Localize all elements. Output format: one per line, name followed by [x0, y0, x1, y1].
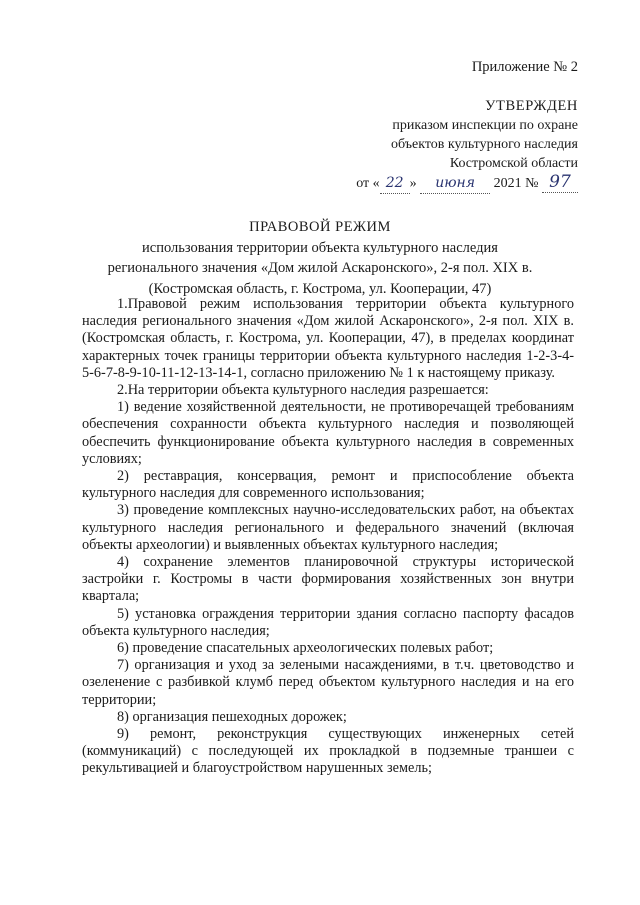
date-quote-close: »	[409, 176, 417, 191]
paragraph: 2) реставрация, консервация, ремонт и приспособление объекта культурного наследия для современного использования;	[82, 468, 574, 502]
paragraph: 9) ремонт, реконструкция существующих инженерных сетей (коммуникаций) с последующей их прокладкой в подземные траншеи с рекультивацией и благоустройством нарушенных земель;	[82, 726, 574, 777]
paragraph: 2.На территории объекта культурного наследия разрешается:	[117, 382, 489, 399]
subtitle-line: регионального значения «Дом жилой Аскаронского», 2-я пол. XIX в.	[107, 260, 533, 276]
approval-line: приказом инспекции по охране	[392, 118, 578, 133]
paragraph: 3) проведение комплексных научно-исследовательских работ, на объектах культурного наследия регионального и федерального значений (включая объекты археологии) и выявленных объектах культурного наследия;	[82, 502, 574, 553]
handwritten-order-number: 97	[542, 173, 578, 193]
approved-label: УТВЕРЖДЕН	[485, 98, 578, 114]
paragraph: 5) установка ограждения территории здания согласно паспорту фасадов объекта культурного наследия;	[82, 605, 574, 639]
subtitle-line: (Костромская область, г. Кострома, ул. Кооперации, 47)	[148, 280, 492, 297]
paragraph: 8) организация пешеходных дорожек;	[117, 708, 347, 725]
paragraph: 1.Правовой режим использования территории объекта культурного наследия регионального значения «Дом жилой Аскаронского», 2-я пол. XIX в. (Костромская область, г. Кострома, ул. Кооперации, 47), в пределах координат характерных точек границы территории объекта культурного наследия 1-2-3-4-5-6-7-8-9-10-11-12-13-14-1, согласно приложению № 1 к настоящему приказу.	[82, 296, 574, 381]
date-prefix: от «	[356, 176, 380, 191]
document-body	[82, 296, 574, 778]
paragraph: 6) проведение спасательных археологических полевых работ;	[117, 640, 494, 657]
order-year: 2021 №	[493, 176, 539, 191]
paragraph: 7) организация и уход за зелеными насаждениями, в т.ч. цветоводство и озеленение с разбивкой клумб перед объектом культурного наследия и на его территории;	[82, 657, 574, 708]
handwritten-month: июня	[420, 174, 490, 194]
document-title-block	[0, 217, 640, 299]
approval-block	[298, 97, 578, 194]
approval-line: объектов культурного наследия	[390, 137, 578, 152]
paragraph: 1) ведение хозяйственной деятельности, не противоречащей требованиям обеспечения сохранности объекта культурного наследия и позволяющей обеспечить функционирование объекта культурного наследия в современных условиях;	[82, 399, 574, 467]
approval-line: Костромской области	[449, 156, 578, 171]
subtitle-line: использования территории объекта культурного наследия	[142, 239, 498, 256]
document-title: ПРАВОВОЙ РЕЖИМ	[249, 219, 391, 235]
paragraph: 4) сохранение элементов планировочной структуры исторической застройки г. Костромы в части формирования хозяйственных зон внутри квартала;	[82, 554, 574, 605]
handwritten-day: 22	[380, 174, 410, 194]
appendix-label: Приложение № 2	[471, 59, 578, 75]
order-date-line	[298, 173, 578, 194]
